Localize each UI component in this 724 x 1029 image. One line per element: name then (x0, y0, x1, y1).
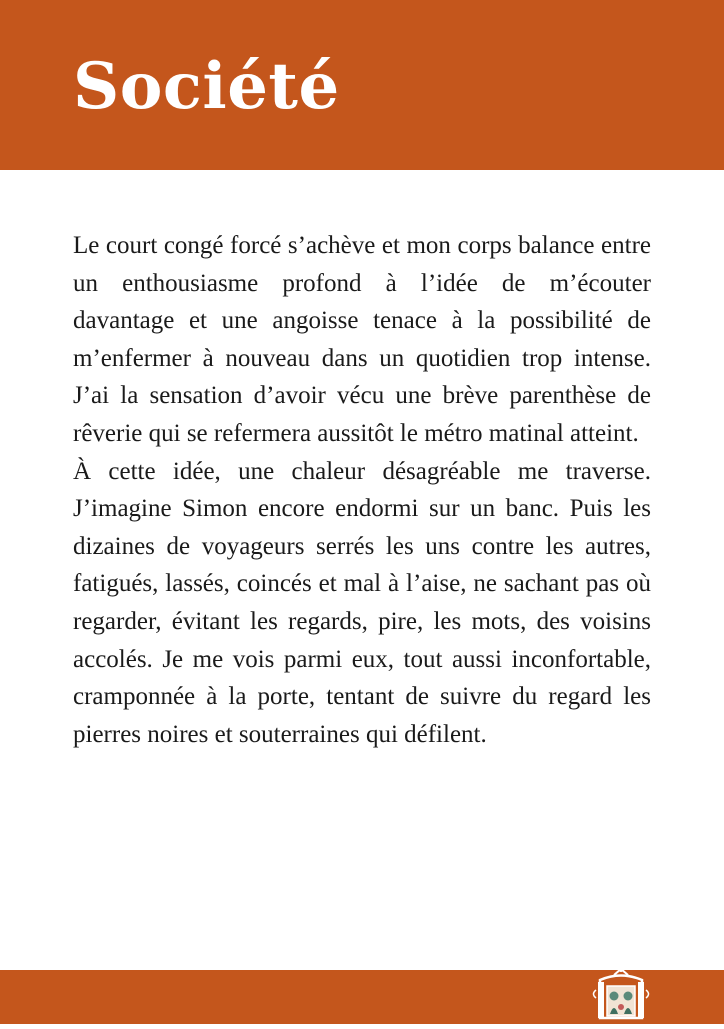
article-paragraph: À cette idée, une chaleur désagréable me traverse. J’imagine Simon encore endormi sur un banc. Puis les dizaines de voyageurs serrés les uns contre les autres, fatigués, lassés, coincés et mal à l’aise, ne sachant pas où regarder, évitant les regards, pire, les mots, des voisins accolés. Je me vois parmi eux, tout aussi inconfortable, cramponnée à la porte, tentant de suivre du regard les pierres noires et souterraines qui défilent. (73, 457, 651, 748)
page-title: Société (73, 49, 340, 124)
ornate-frame-emblem-icon (590, 966, 652, 1024)
article-paragraph: Le court congé forcé s’achève et mon corps balance entre un enthousiasme profond à l’idée de m’écouter davantage et une angoisse tenace à la possibilité de m’enfermer à nouveau dans un quotidien trop intense. J’ai la sensation d’avoir vécu une brève parenthèse de rêverie qui se refermera aussitôt le métro matinal atteint. (73, 232, 651, 447)
header-band (0, 0, 724, 170)
article-body (73, 227, 651, 753)
